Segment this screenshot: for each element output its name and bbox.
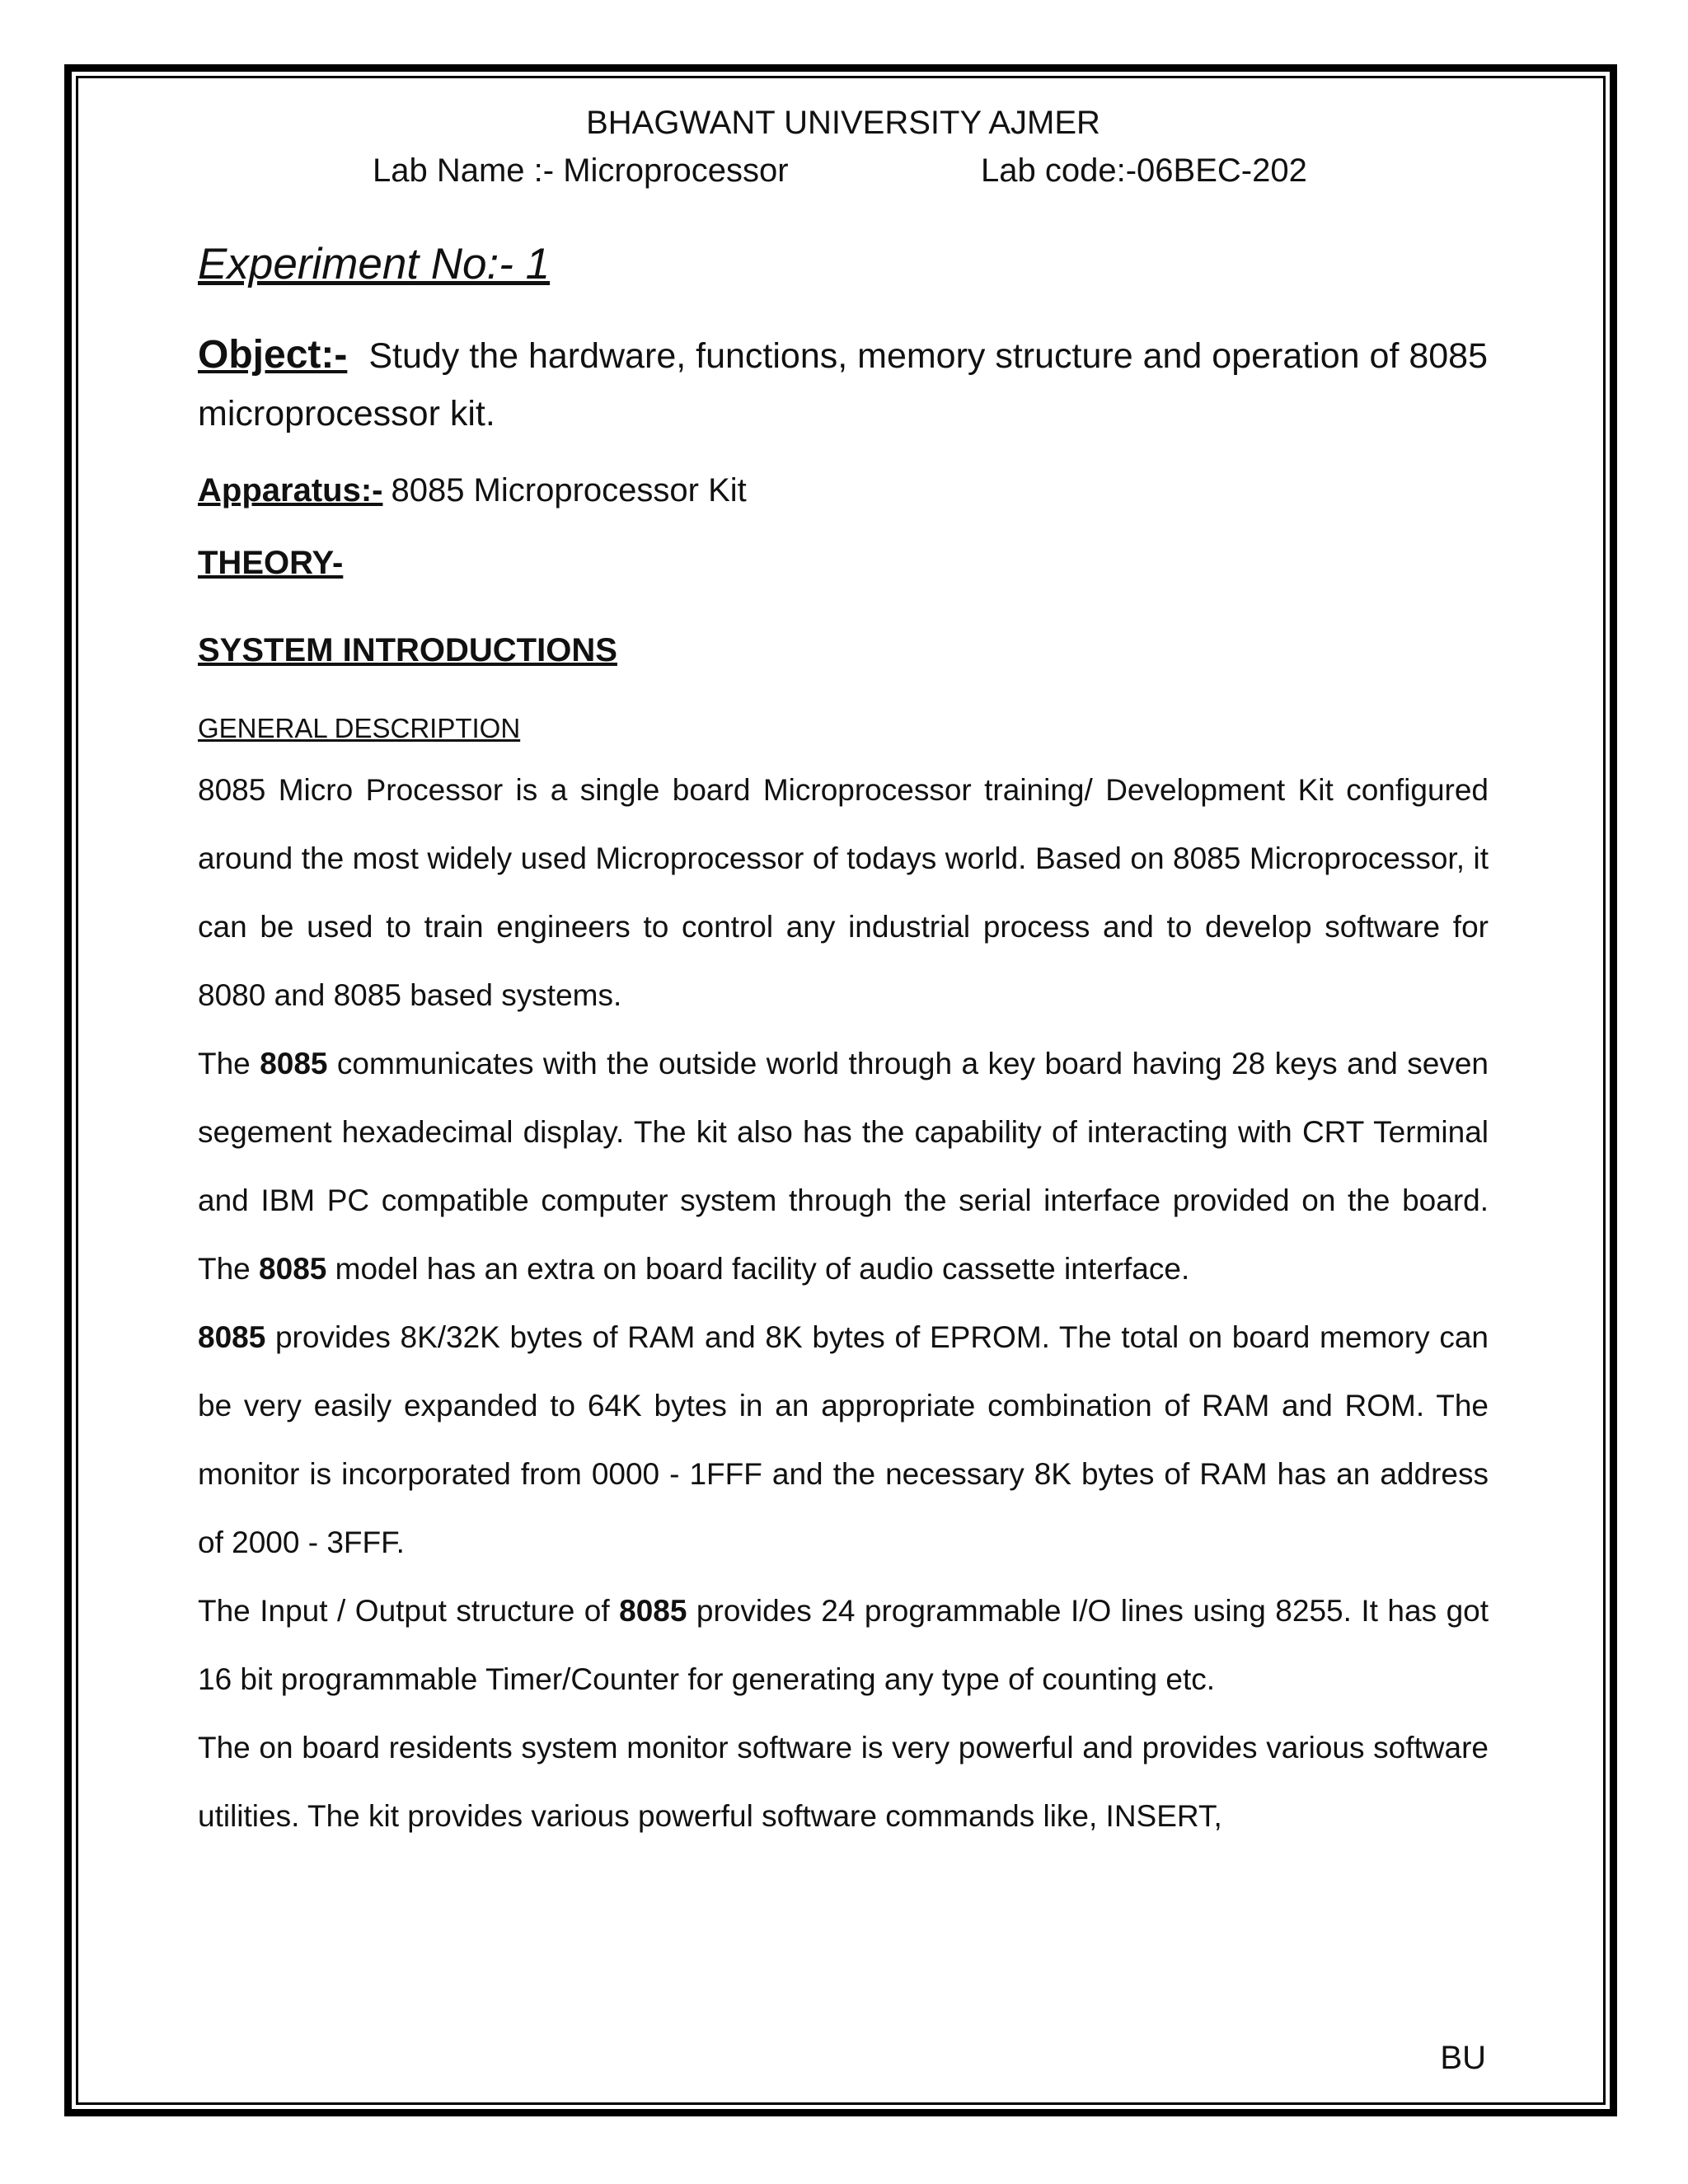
p2-bold-8085-b: 8085 [259,1252,327,1286]
document-content [198,99,1489,1850]
p4-bold-8085: 8085 [619,1594,687,1628]
lab-name: Lab Name :- Microprocessor [373,152,789,189]
general-description-heading: GENERAL DESCRIPTION [198,713,521,743]
p3-text: provides 8K/32K bytes of RAM and 8K bytes of EPROM. The total on board memory can be very easily expanded to 64K bytes in an appropriate combination of RAM and ROM. The monitor is incorporated from 0000 - 1FFF and the necessary 8K bytes of RAM has an address of 2000 - 3FFF. [198,1320,1489,1559]
p2-text-c: communicates with the outside world through a key board having 28 keys and seven segement hexadecimal display. The kit also has the capability of interacting with CRT Terminal and IBM PC compatible computer system through the serial interface provided on the board. The [198,1047,1489,1286]
lab-code: Lab code:-06BEC-202 [981,152,1307,189]
footer-mark: BU [1440,2040,1486,2076]
apparatus-text: 8085 Microprocessor Kit [391,472,747,509]
paragraph-5: The on board residents system monitor software is very powerful and provides various software utilities. The kit provides various powerful software commands like, INSERT, [198,1731,1489,1833]
p2-text-e: model has an extra on board facility of audio cassette interface. [326,1252,1190,1286]
object-text: Study the hardware, functions, memory structure and operation of 8085 microprocessor kit. [198,336,1488,434]
paragraph-1: 8085 Micro Processor is a single board Microprocessor training/ Development Kit configured around the most widely used Microprocessor of todays world. Based on 8085 Microprocessor, it can be used to train engineers to control any industrial process and to develop software for 8080 and 8085 based systems. [198,773,1489,1012]
university-title: BHAGWANT UNIVERSITY AJMER [586,105,1100,141]
theory-heading: THEORY- [198,545,344,581]
apparatus-section [198,466,1489,515]
paragraph-3 [198,1303,1489,1577]
p2-text-a: The [198,1047,260,1080]
p4-text-a: The Input / Output structure of [198,1594,620,1628]
apparatus-label: Apparatus:- [198,472,383,509]
p4-text-c: provides 24 programmable I/O lines using 8255. It has got 16 bit programmable Timer/Counter for generating any type of counting etc. [198,1594,1489,1696]
experiment-title: Experiment No:- 1 [198,240,551,288]
lab-header [198,147,1489,194]
object-label: Object:- [198,333,348,377]
p3-bold-8085: 8085 [198,1320,266,1354]
paragraph-2 [198,1029,1489,1303]
p2-bold-8085-a: 8085 [260,1047,328,1080]
paragraph-4 [198,1577,1489,1713]
system-intro-heading: SYSTEM INTRODUCTIONS [198,632,617,668]
object-section [198,326,1489,443]
